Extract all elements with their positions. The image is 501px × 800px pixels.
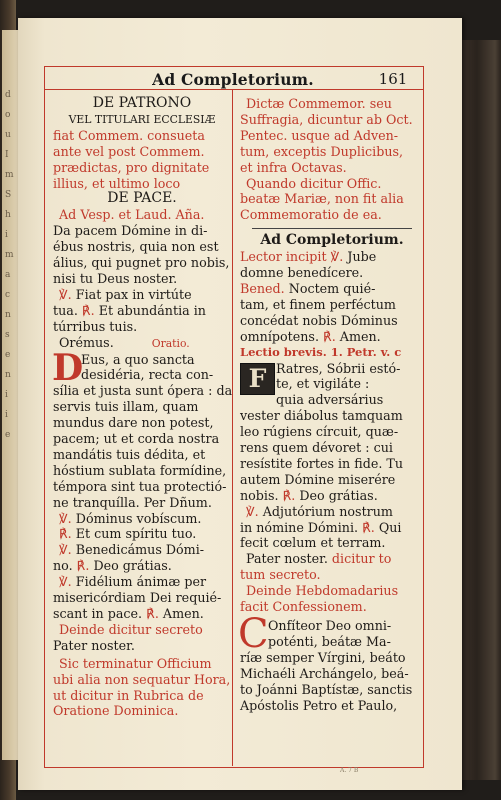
rubric-line: Deinde dicitur secreto — [59, 621, 203, 637]
text-line — [240, 520, 424, 536]
section-heading: Ad Completorium. — [260, 232, 404, 249]
heading-patrono: DE PATRONO — [92, 95, 192, 111]
text-line: leo rúgiens círcuit, quæ- — [240, 424, 399, 440]
text-line: ébus nostris, quia non est — [53, 239, 219, 255]
text-line — [53, 303, 231, 319]
response-line — [53, 526, 231, 542]
text-line: to Joánni Baptístæ, sanctis — [240, 681, 413, 697]
rubric-span: Bened. — [240, 280, 285, 296]
previous-page-letter: e — [5, 430, 11, 440]
text-line: Onfíteor Deo omni- — [268, 618, 392, 633]
text-line: quia adversárius — [276, 392, 384, 408]
text-span: Noctem quié- — [288, 280, 376, 296]
previous-page-letter: d — [5, 90, 11, 100]
text-span: Amen. — [162, 606, 204, 621]
bened-line — [240, 281, 424, 297]
versicle-symbol: ℣. — [330, 249, 344, 265]
rubric-line: et infra Octavas. — [240, 159, 347, 175]
left-column — [53, 96, 231, 719]
text-line: autem Dómine miserére — [240, 471, 396, 487]
prayer-block — [52, 346, 231, 389]
versicle-symbol: ℣. — [59, 286, 72, 302]
rubric-line: Commemoratio de ea. — [240, 207, 382, 223]
text-line — [53, 606, 231, 622]
versicle-line — [53, 542, 231, 558]
text-span: Benedicámus Dómi- — [75, 542, 205, 558]
previous-page-letter: i — [5, 410, 8, 420]
versicle-symbol: ℣. — [59, 542, 72, 558]
versicle-line — [53, 511, 231, 527]
text-line: vester diábolus tamquam — [240, 408, 403, 424]
text-line: tam, et finem perféctum — [240, 296, 396, 312]
rubric-line: Pentec. usque ad Adven- — [240, 127, 399, 143]
text-span: omnípotens. — [240, 328, 319, 344]
text-line: concédat nobis Dóminus — [240, 312, 398, 328]
text-line: túrribus tuis. — [53, 318, 138, 334]
response-symbol: ℟. — [146, 606, 159, 621]
previous-page-letter: m — [5, 250, 14, 260]
rubric-line: fiat Commem. consueta — [53, 127, 205, 143]
text-span: Adjutórium nostrum — [262, 503, 393, 519]
text-line — [53, 558, 231, 574]
versicle-symbol: ℣. — [246, 503, 259, 519]
text-line: sília et justa sunt ópera : da — [53, 383, 233, 399]
rubric-line: Sic terminatur Officium — [59, 655, 212, 671]
text-span: Amen. — [339, 328, 381, 344]
text-line: Apóstolis Petro et Paulo, — [240, 697, 398, 713]
text-span: Deo grátias. — [93, 558, 172, 574]
lectio-heading: Lectio brevis. 1. Petr. v. c — [240, 344, 402, 359]
text-span: Fiat pax in virtúte — [75, 286, 192, 302]
section-rule — [252, 228, 412, 229]
text-span: tua. — [53, 302, 78, 318]
text-line: hóstium sublata formídine, — [53, 462, 227, 478]
rubric-line: Deinde Hebdomadarius — [246, 583, 399, 599]
rubric-line: ante vel post Commem. — [53, 143, 205, 159]
response-symbol: ℟. — [76, 558, 90, 574]
response-symbol: ℟. — [362, 519, 375, 535]
header-rule — [44, 89, 424, 90]
text-line: misericórdiam Dei requié- — [53, 590, 222, 606]
response-symbol: ℟. — [81, 302, 95, 318]
pater-line — [240, 551, 424, 567]
rubric-span: Lector incipit — [240, 249, 327, 265]
text-span: scant in pace. — [53, 606, 143, 621]
oratio-label: Oratio. — [151, 336, 190, 350]
column-divider — [232, 90, 233, 766]
lectio-block — [240, 361, 424, 393]
text-span: nobis. — [240, 487, 279, 503]
text-line: resístite fortes in fide. Tu — [240, 455, 404, 471]
text-line: fecit cœlum et terram. — [240, 535, 386, 551]
rubric-line: Suffragia, dicuntur ab Oct. — [240, 111, 413, 127]
rubric-line: Quando dicitur Offic. — [246, 175, 382, 191]
printer-signature: A. 7 B — [340, 767, 359, 774]
previous-page-letter: o — [5, 110, 11, 120]
text-line: Ratres, Sóbrii estó- — [276, 360, 401, 376]
previous-page-letter: u — [5, 130, 11, 140]
text-line: domne benedícere. — [240, 265, 364, 281]
previous-page-fragments — [5, 85, 19, 445]
heading-de-pace: DE PACE. — [107, 190, 177, 207]
text-span: Et cum spíritu tuo. — [75, 526, 197, 542]
previous-page-letter: i — [5, 390, 8, 400]
versicle-line — [240, 504, 424, 520]
text-line: álius, qui pugnet pro nobis, — [53, 255, 230, 271]
book-cover-right — [461, 40, 501, 780]
text-line — [240, 488, 424, 504]
text-span: Fidélium ánimæ per — [75, 574, 207, 590]
text-line: Pater noster. — [53, 637, 135, 653]
previous-page-letter: S — [5, 190, 12, 200]
running-title: Ad Completorium. — [152, 70, 314, 89]
text-span: Qui — [378, 519, 402, 535]
previous-page-letter: h — [5, 210, 11, 220]
previous-page-letter: n — [5, 370, 11, 380]
text-line: nisi tu Deus noster. — [53, 270, 178, 286]
text-line: servis tuis illam, quam — [53, 399, 199, 415]
text-line: Eus, a quo sancta — [81, 351, 195, 367]
rubric-line: beatæ Mariæ, non fit alia — [240, 191, 404, 207]
book-page — [18, 18, 462, 790]
rubric-line: Dictæ Commemor. seu — [246, 96, 392, 111]
text-span: Pater noster. — [246, 551, 328, 567]
text-line: ne tranquílla. Per Dñum. — [53, 494, 212, 510]
text-line: Da pacem Dómine in di- — [53, 223, 208, 239]
previous-page-letter: I — [5, 150, 9, 160]
text-span: Et abundántia in — [98, 302, 206, 318]
text-span: no. — [53, 558, 73, 574]
text-span: Deo grátias. — [299, 487, 378, 503]
previous-page-letter: s — [5, 330, 10, 340]
previous-page-letter: a — [5, 270, 11, 280]
rubric-span: dicitur to — [331, 551, 392, 567]
text-line: témpora sint tua protectió- — [53, 478, 227, 494]
initial-letter-c: C — [238, 611, 269, 657]
previous-page-letter: m — [5, 170, 14, 180]
rubric-line: tum secreto. — [240, 567, 321, 583]
text-line: te, et vigiláte : — [276, 376, 370, 392]
response-symbol: ℟. — [282, 487, 296, 503]
versicle-line — [53, 574, 231, 590]
previous-page-letter: i — [5, 230, 8, 240]
rubric-line: ut dicitur in Rubrica de — [53, 687, 204, 703]
previous-page-letter: n — [5, 310, 11, 320]
rubric-line: Ad Vesp. et Laud. Aña. — [59, 207, 205, 223]
rubric-line: facit Confessionem. — [240, 599, 367, 615]
rubric-line: ubi alia non sequatur Hora, — [53, 671, 231, 687]
text-span: Jube — [347, 249, 377, 265]
versicle-symbol: ℣. — [59, 510, 72, 526]
versicle-symbol: ℣. — [59, 574, 72, 590]
lector-line — [240, 249, 424, 265]
right-column — [240, 96, 424, 713]
initial-letter-f: F — [240, 363, 275, 395]
previous-page-letter: e — [5, 350, 11, 360]
rubric-line: tum, exceptis Duplicibus, — [240, 143, 404, 159]
text-line — [240, 329, 424, 345]
text-line: pacem; ut et corda nostra — [53, 431, 220, 447]
text-line: poténti, beátæ Ma- — [268, 633, 391, 649]
versicle-line — [53, 287, 231, 303]
rubric-line: Oratione Dominica. — [53, 703, 179, 719]
previous-page-letter: c — [5, 290, 11, 300]
text-line: desidéria, recta con- — [81, 367, 214, 383]
text-span: Orémus. — [59, 334, 114, 350]
text-span: in nómine Dómini. — [240, 519, 359, 535]
text-line: mandátis tuis dédita, et — [53, 446, 206, 462]
text-span: Dóminus vobíscum. — [75, 510, 202, 526]
text-line: rens quem dévoret : cui — [240, 440, 393, 456]
page-number: 161 — [378, 70, 408, 88]
text-line: Michaéli Archángelo, beá- — [240, 665, 409, 681]
initial-letter-d: D — [52, 346, 84, 389]
response-symbol: ℟. — [59, 526, 72, 542]
rubric-line: prædictas, pro dignitate — [53, 159, 210, 175]
rubric-line: illius, et ultimo loco — [53, 175, 181, 191]
text-line: mundus dare non potest, — [53, 415, 214, 431]
heading-titulari: VEL TITULARI ECCLESIÆ — [68, 112, 216, 126]
text-line: ríæ semper Vírgini, beáto — [240, 649, 406, 665]
response-symbol: ℟. — [323, 328, 336, 344]
